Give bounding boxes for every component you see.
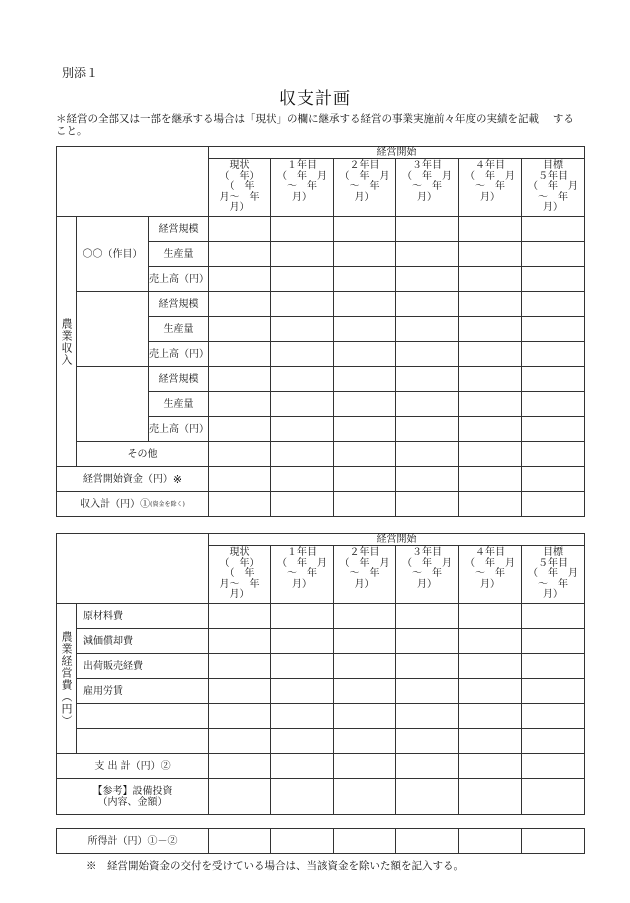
cell[interactable] — [209, 779, 271, 815]
annex-label: 別添１ — [62, 66, 99, 80]
cell[interactable] — [334, 604, 396, 629]
cell[interactable] — [459, 467, 522, 492]
cell[interactable] — [334, 242, 396, 267]
header-year-2: ２年目 （ 年 月 ～ 年 月） — [334, 546, 396, 604]
cell[interactable] — [271, 492, 334, 517]
cell[interactable] — [396, 604, 459, 629]
expense-labor: 雇用労賃 — [77, 679, 209, 704]
cell[interactable] — [396, 629, 459, 654]
header-blank — [57, 147, 209, 217]
item-scale: 経営規模 — [149, 292, 209, 317]
page-title: 収支計画 — [279, 89, 351, 109]
cell[interactable] — [271, 829, 334, 854]
cell[interactable] — [396, 654, 459, 679]
cell[interactable] — [334, 442, 396, 467]
cell[interactable] — [209, 704, 271, 729]
cell[interactable] — [334, 829, 396, 854]
income-table — [56, 146, 585, 517]
cell[interactable] — [522, 679, 585, 704]
expense-blank-1[interactable] — [77, 704, 209, 729]
cell[interactable] — [209, 417, 271, 442]
excluding-fund-note: (資金を除く) — [150, 500, 185, 508]
cell[interactable] — [271, 629, 334, 654]
cell[interactable] — [209, 367, 271, 392]
cell[interactable] — [334, 417, 396, 442]
cell[interactable] — [334, 217, 396, 242]
cell[interactable] — [271, 654, 334, 679]
cell[interactable] — [334, 292, 396, 317]
cell[interactable] — [522, 704, 585, 729]
cell[interactable] — [271, 467, 334, 492]
cell[interactable] — [522, 417, 585, 442]
cell[interactable] — [334, 704, 396, 729]
cell[interactable] — [271, 342, 334, 367]
item-scale: 経営規模 — [149, 367, 209, 392]
cell[interactable] — [459, 704, 522, 729]
cell[interactable] — [334, 267, 396, 292]
header-year-3: ３年目 （ 年 月 ～ 年 月） — [396, 159, 459, 217]
cell[interactable] — [522, 779, 585, 815]
cell[interactable] — [271, 392, 334, 417]
item-production: 生産量 — [149, 242, 209, 267]
item-sales: 売上高（円） — [149, 267, 209, 292]
cell[interactable] — [459, 442, 522, 467]
cell[interactable] — [334, 754, 396, 779]
cell[interactable] — [209, 342, 271, 367]
cell[interactable] — [209, 217, 271, 242]
cell[interactable] — [459, 317, 522, 342]
header-current: 現状 （ 年） （ 年 月～ 年 月） — [209, 546, 271, 604]
cell[interactable] — [396, 442, 459, 467]
expense-table — [56, 533, 585, 815]
cell[interactable] — [271, 292, 334, 317]
cell[interactable] — [459, 654, 522, 679]
header-current: 現状 （ 年） （ 年 月～ 年 月） — [209, 159, 271, 217]
cell[interactable] — [459, 367, 522, 392]
cell[interactable] — [334, 342, 396, 367]
cell[interactable] — [209, 467, 271, 492]
item-sales: 売上高（円） — [149, 342, 209, 367]
header-year-1: １年目 （ 年 月 ～ 年 月） — [271, 546, 334, 604]
cell[interactable] — [209, 829, 271, 854]
cell[interactable] — [209, 292, 271, 317]
cell[interactable] — [209, 317, 271, 342]
cell[interactable] — [522, 342, 585, 367]
farm-expense-group-label: 農業経営費（円） — [57, 604, 77, 754]
header-year-3: ３年目 （ 年 月 ～ 年 月） — [396, 546, 459, 604]
cell[interactable] — [459, 392, 522, 417]
cell[interactable] — [334, 729, 396, 754]
header-year-4: ４年目 （ 年 月 ～ 年 月） — [459, 159, 522, 217]
header-start: 経営開始 — [209, 147, 585, 159]
cell[interactable] — [459, 629, 522, 654]
cell[interactable] — [271, 267, 334, 292]
header-start: 経営開始 — [209, 534, 585, 546]
expense-total-label: 支 出 計（円）② — [57, 754, 209, 779]
income-total-label: 収入計（円）①$^{(資金を除く)}$ — [57, 492, 209, 517]
cell[interactable] — [396, 467, 459, 492]
cell[interactable] — [459, 829, 522, 854]
cell[interactable] — [396, 367, 459, 392]
instruction-note: ＊経営の全部又は一部を継承する場合は「現状」の欄に継承する経営の事業実施前々年度の実績を記載 すること。 — [56, 113, 574, 137]
cell[interactable] — [271, 779, 334, 815]
cell[interactable] — [459, 292, 522, 317]
cell[interactable] — [459, 492, 522, 517]
cell[interactable] — [334, 779, 396, 815]
start-fund-label: 経営開始資金（円）※ — [57, 467, 209, 492]
cell[interactable] — [396, 392, 459, 417]
cell[interactable] — [209, 442, 271, 467]
header-blank — [57, 534, 209, 604]
cell[interactable] — [396, 267, 459, 292]
cell[interactable] — [459, 604, 522, 629]
cell[interactable] — [459, 267, 522, 292]
cell[interactable] — [522, 267, 585, 292]
header-year-2: ２年目 （ 年 月 ～ 年 月） — [334, 159, 396, 217]
cell[interactable] — [334, 392, 396, 417]
cell[interactable] — [334, 317, 396, 342]
cell[interactable] — [522, 754, 585, 779]
cell[interactable] — [209, 492, 271, 517]
cell[interactable] — [271, 679, 334, 704]
cell[interactable] — [271, 729, 334, 754]
cell[interactable] — [334, 629, 396, 654]
cell[interactable] — [396, 417, 459, 442]
cell[interactable] — [522, 317, 585, 342]
cell[interactable] — [209, 629, 271, 654]
profit-table — [56, 828, 585, 854]
cell[interactable] — [209, 654, 271, 679]
cell[interactable] — [209, 754, 271, 779]
item-sales: 売上高（円） — [149, 417, 209, 442]
cell[interactable] — [459, 779, 522, 815]
cell[interactable] — [396, 342, 459, 367]
cell[interactable] — [522, 217, 585, 242]
cell[interactable] — [334, 654, 396, 679]
cell[interactable] — [522, 292, 585, 317]
cell[interactable] — [522, 654, 585, 679]
cell[interactable] — [522, 604, 585, 629]
cell[interactable] — [396, 292, 459, 317]
farm-income-group-label: 農業収入 — [57, 217, 77, 467]
cell[interactable] — [396, 754, 459, 779]
cell[interactable] — [459, 342, 522, 367]
cell[interactable] — [396, 729, 459, 754]
cell[interactable] — [271, 242, 334, 267]
expense-raw-materials: 原材料費 — [77, 604, 209, 629]
cell[interactable] — [396, 829, 459, 854]
cell[interactable] — [522, 442, 585, 467]
expense-blank-2[interactable] — [77, 729, 209, 754]
cell[interactable] — [522, 829, 585, 854]
header-target: 目標 ５年目 （ 年 月 ～ 年 月） — [522, 546, 585, 604]
header-year-1: １年目 （ 年 月 ～ 年 月） — [271, 159, 334, 217]
cell[interactable] — [334, 367, 396, 392]
expense-depreciation: 減価償却費 — [77, 629, 209, 654]
cell[interactable] — [271, 417, 334, 442]
asterisk-mark: ※ — [172, 472, 183, 486]
cell[interactable] — [459, 217, 522, 242]
cell[interactable] — [334, 492, 396, 517]
cell[interactable] — [522, 392, 585, 417]
item-production: 生産量 — [149, 392, 209, 417]
cell[interactable] — [522, 467, 585, 492]
crop-2-label[interactable] — [77, 292, 149, 367]
cell[interactable] — [459, 679, 522, 704]
cell[interactable] — [396, 242, 459, 267]
cell[interactable] — [522, 729, 585, 754]
crop-1-label: 〇〇（作目） — [77, 217, 149, 292]
cell[interactable] — [522, 367, 585, 392]
cell[interactable] — [396, 704, 459, 729]
cell[interactable] — [271, 704, 334, 729]
item-scale: 経営規模 — [149, 217, 209, 242]
cell[interactable] — [334, 467, 396, 492]
cell[interactable] — [522, 492, 585, 517]
cell[interactable] — [396, 317, 459, 342]
capital-investment-label: 【参考】設備投資 （内容、金額） — [57, 779, 209, 815]
cell[interactable] — [209, 392, 271, 417]
cell[interactable] — [334, 679, 396, 704]
cell[interactable] — [396, 217, 459, 242]
header-year-4: ４年目 （ 年 月 ～ 年 月） — [459, 546, 522, 604]
cell[interactable] — [396, 779, 459, 815]
cell[interactable] — [209, 604, 271, 629]
cell[interactable] — [522, 242, 585, 267]
cell[interactable] — [459, 417, 522, 442]
cell[interactable] — [522, 629, 585, 654]
cell[interactable] — [271, 317, 334, 342]
header-target: 目標 ５年目 （ 年 月 ～ 年 月） — [522, 159, 585, 217]
profit-total-label: 所得計（円）①－② — [57, 829, 209, 854]
item-production: 生産量 — [149, 317, 209, 342]
cell[interactable] — [271, 367, 334, 392]
cell[interactable] — [271, 754, 334, 779]
cell[interactable] — [271, 442, 334, 467]
cell[interactable] — [209, 242, 271, 267]
cell[interactable] — [396, 679, 459, 704]
cell[interactable] — [271, 217, 334, 242]
expense-shipping: 出荷販売経費 — [77, 654, 209, 679]
cell[interactable] — [396, 492, 459, 517]
cell[interactable] — [459, 754, 522, 779]
cell[interactable] — [209, 267, 271, 292]
cell[interactable] — [459, 242, 522, 267]
footnote: ※ 経営開始資金の交付を受けている場合は、当該資金を除いた額を記入する。 — [86, 860, 464, 872]
cell[interactable] — [209, 729, 271, 754]
crop-3-label[interactable] — [77, 367, 149, 442]
cell[interactable] — [209, 679, 271, 704]
cell[interactable] — [271, 604, 334, 629]
cell[interactable] — [459, 729, 522, 754]
other-income-label: その他 — [77, 442, 209, 467]
